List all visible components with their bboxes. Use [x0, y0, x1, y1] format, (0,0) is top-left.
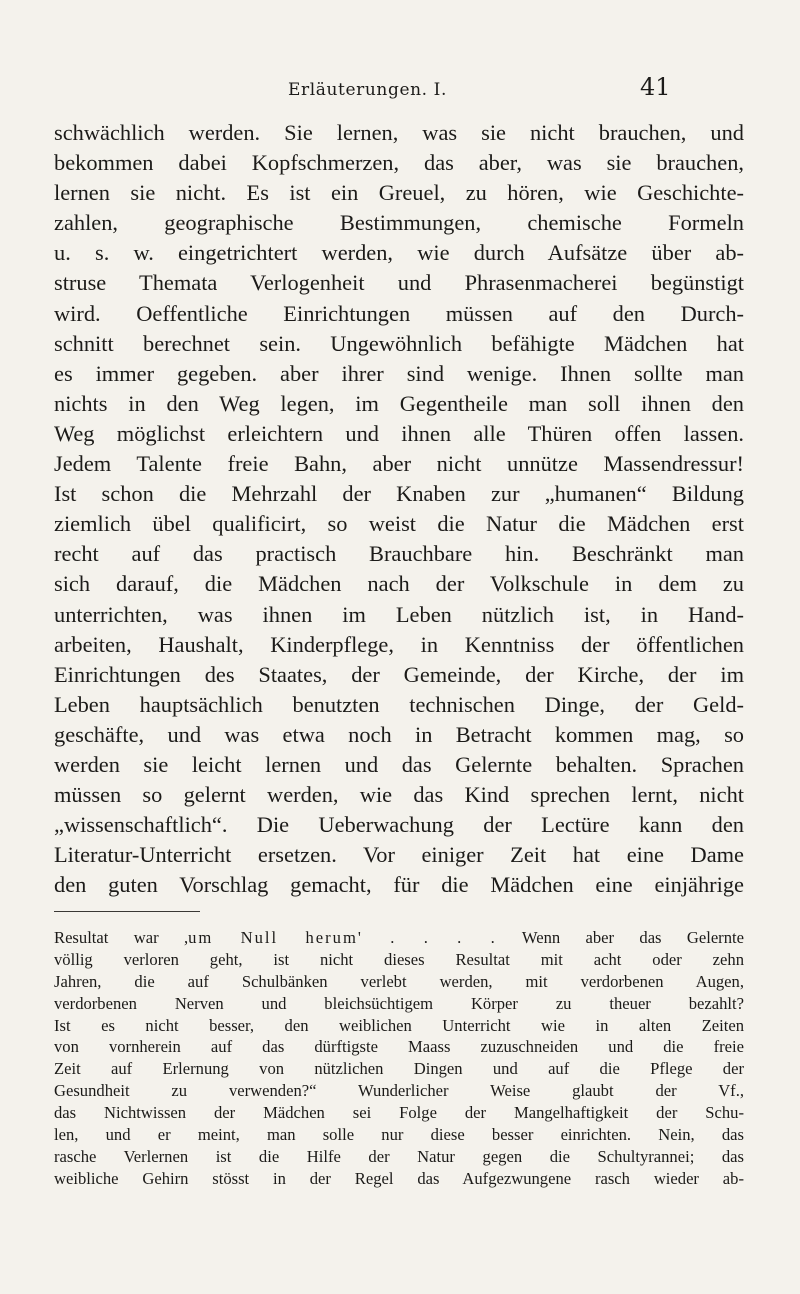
- text-line: es immer gegeben. aber ihrer sind wenige. Ihnen sollte man: [54, 360, 744, 386]
- footnote-divider: [54, 911, 200, 912]
- text-line: „wissenschaftlich“. Die Ueberwachung der Lectüre kann den: [54, 812, 744, 838]
- text-line: geschäfte, und was etwa noch in Betracht kommen mag, so: [54, 721, 744, 747]
- text-line: Einrichtungen des Staates, der Gemeinde, der Kirche, der im: [54, 661, 744, 687]
- text-line: schwächlich werden. Sie lernen, was sie nicht brauchen, und: [54, 120, 744, 145]
- text-line: Weg möglichst erleichtern und ihnen alle Thüren offen lassen.: [54, 420, 744, 446]
- text-line: nichts in den Weg legen, im Gegentheile man soll ihnen den: [54, 390, 744, 416]
- text-line: recht auf das practisch Brauchbare hin. Beschränkt man: [54, 541, 744, 567]
- text-line: Jedem Talente freie Bahn, aber nicht unnütze Massendressur!: [54, 451, 744, 477]
- footnote-line: völlig verloren geht, ist nicht dieses Resultat mit acht oder zehn: [54, 949, 744, 969]
- footnote-line: Ist es nicht besser, den weiblichen Unterricht wie in alten Zeiten: [54, 1015, 744, 1035]
- page-number: 41: [640, 73, 671, 101]
- page-header: [0, 70, 800, 110]
- footnote-line: das Nichtwissen der Mädchen sei Folge der Mangelhaftigkeit der Schu-: [54, 1103, 744, 1123]
- text-line: zahlen, geographische Bestimmungen, chemische Formeln: [54, 210, 744, 236]
- text-line: arbeiten, Haushalt, Kinderpflege, in Kenntniss der öffentlichen: [54, 631, 744, 657]
- text-line: u. s. w. eingetrichtert werden, wie durch Aufsätze über ab-: [54, 240, 744, 266]
- text-line: Literatur-Unterricht ersetzen. Vor einiger Zeit hat eine Dame: [54, 842, 744, 868]
- footnote-line: Gesundheit zu verwenden?“ Wunderlicher Weise glaubt der Vf.,: [54, 1081, 744, 1101]
- text-line: ziemlich übel qualificirt, so weist die Natur die Mädchen erst: [54, 511, 744, 537]
- footnote-line: [54, 927, 744, 949]
- footnote-line: Zeit auf Erlernung von nützlichen Dingen und auf die Pflege der: [54, 1059, 744, 1079]
- footnote-line: von vornherein auf das dürftigste Maass zuzuschneiden und die freie: [54, 1037, 744, 1057]
- text-line: den guten Vorschlag gemacht, für die Mädchen eine einjährige: [54, 872, 744, 898]
- text-line: wird. Oeffentliche Einrichtungen müssen auf den Durch-: [54, 300, 744, 326]
- text-line: müssen so gelernt werden, wie das Kind sprechen lernt, nicht: [54, 782, 744, 808]
- footnote-line: len, und er meint, man solle nur diese besser einrichten. Nein, das: [54, 1125, 744, 1145]
- footnote-line: Jahren, die auf Schulbänken verlebt werden, mit verdorbenen Augen,: [54, 971, 744, 991]
- main-text: [54, 118, 744, 900]
- text-line: Leben hauptsächlich benutzten technischen Dinge, der Geld-: [54, 691, 744, 717]
- text-line: Ist schon die Mehrzahl der Knaben zur „humanen“ Bildung: [54, 481, 744, 507]
- running-title: Erläuterungen. I.: [288, 80, 447, 100]
- footnote: [54, 927, 744, 1190]
- footnote-line: rasche Verlernen ist die Hilfe der Natur gegen die Schultyrannei; das: [54, 1146, 744, 1166]
- footnote-spaced-quote: um Null herum' . . . .: [188, 928, 497, 947]
- footnote-prefix: Resultat war ,: [54, 928, 189, 947]
- text-line: schnitt berechnet sein. Ungewöhnlich befähigte Mädchen hat: [54, 330, 744, 356]
- footnote-line: verdorbenen Nerven und bleichsüchtigem Körper zu theuer bezahlt?: [54, 993, 744, 1013]
- text-line: sich darauf, die Mädchen nach der Volkschule in dem zu: [54, 571, 744, 597]
- text-line: struse Themata Verlogenheit und Phrasenmacherei begünstigt: [54, 270, 744, 296]
- text-line: werden sie leicht lernen und das Gelernte behalten. Sprachen: [54, 751, 744, 777]
- footnote-line: weibliche Gehirn stösst in der Regel das Aufgezwungene rasch wieder ab-: [54, 1168, 744, 1188]
- footnote-suffix: Wenn aber das Gelernte: [496, 928, 744, 947]
- text-line: bekommen dabei Kopfschmerzen, das aber, was sie brauchen,: [54, 150, 744, 176]
- text-line: lernen sie nicht. Es ist ein Greuel, zu hören, wie Geschichte-: [54, 180, 744, 206]
- text-line: unterrichten, was ihnen im Leben nützlich ist, in Hand-: [54, 601, 744, 627]
